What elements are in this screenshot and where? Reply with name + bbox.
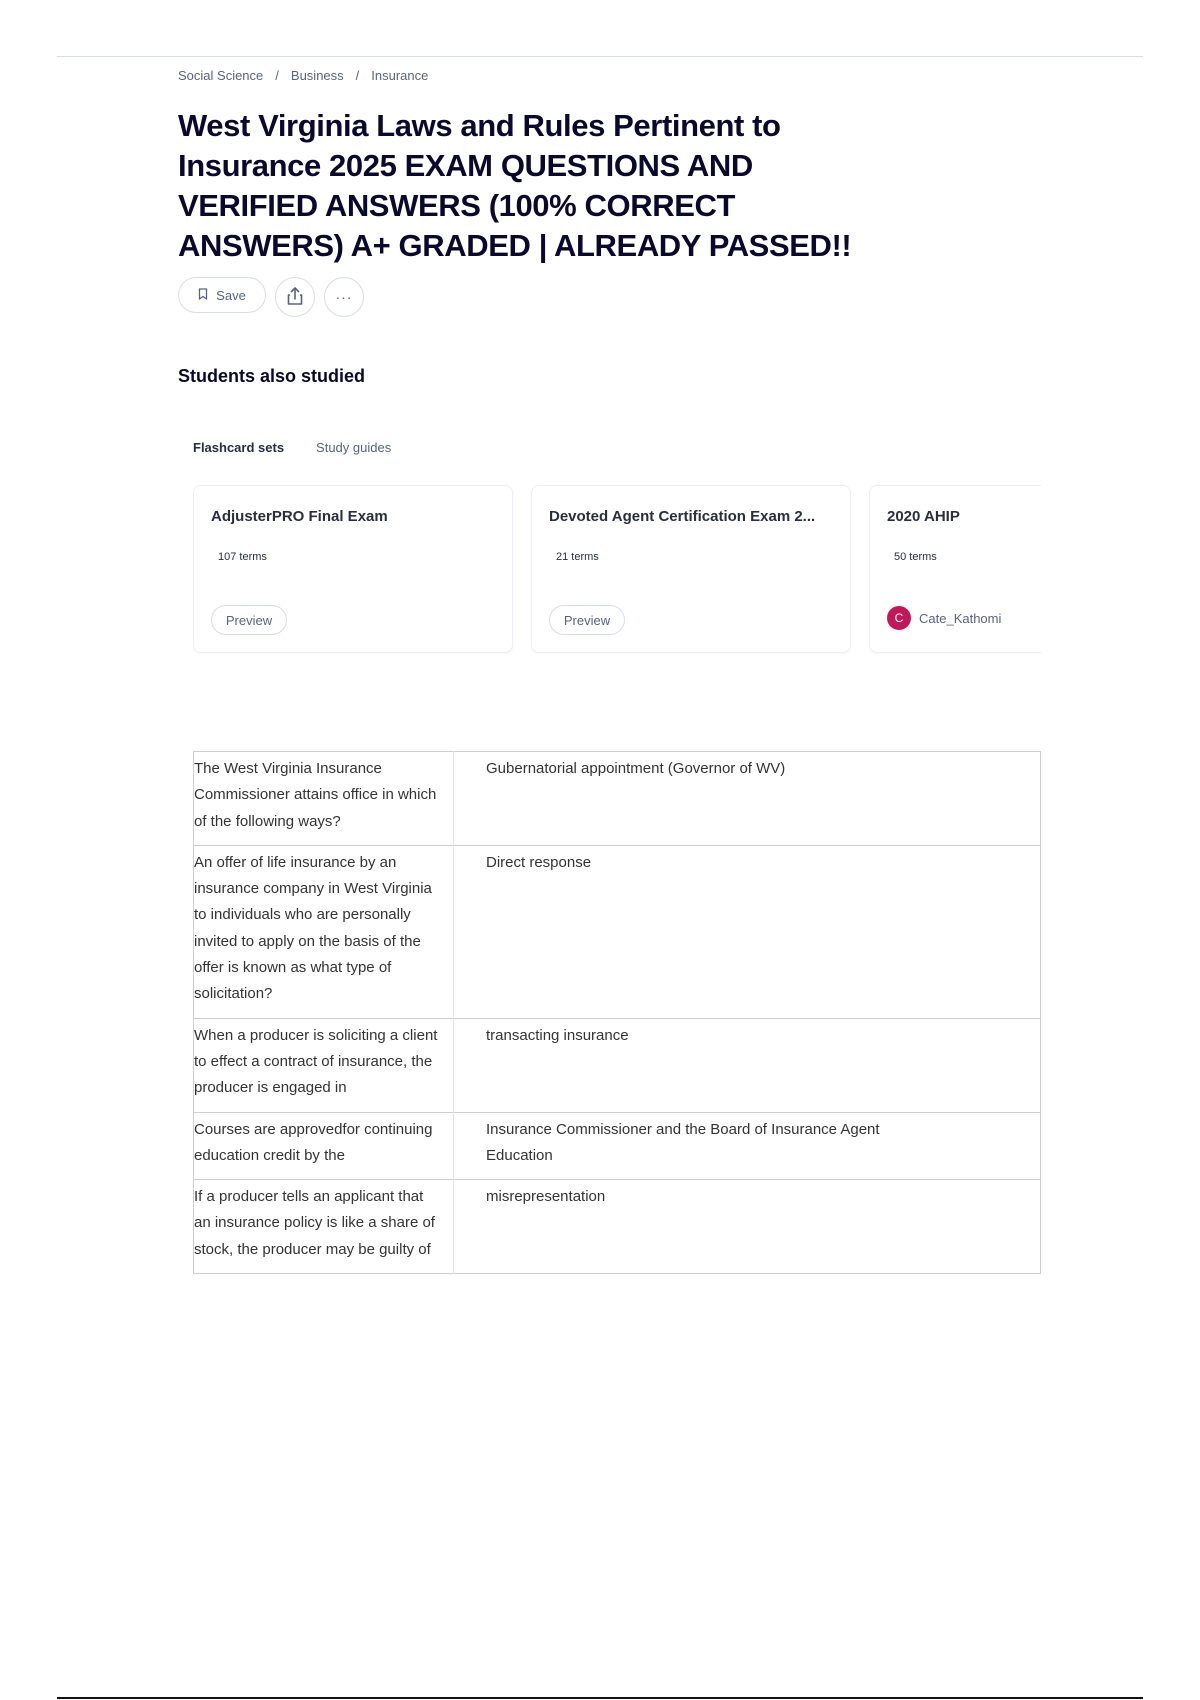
- tab-flashcard-sets[interactable]: Flashcard sets: [193, 440, 285, 455]
- action-bar: [178, 277, 364, 317]
- study-set-card[interactable]: [193, 485, 513, 653]
- card-author[interactable]: [887, 606, 1001, 630]
- answer-cell: Gubernatorial appointment (Governor of WV): [486, 760, 786, 777]
- answer-cell: misrepresentation: [454, 1180, 1041, 1274]
- table-row: [194, 1180, 1041, 1274]
- save-button[interactable]: [178, 277, 266, 313]
- question-cell: An offer of life insurance by an insurance company in West Virginia to individuals who are personally invited to apply on the basis of the offer is known as what type of solicitation?: [194, 845, 454, 1018]
- card-title: 2020 AHIP: [887, 508, 960, 525]
- share-icon: [286, 286, 304, 309]
- answer-cell: Insurance Commissioner and the Board of Insurance Agent Education: [454, 1112, 1041, 1180]
- author-name: Cate_Kathomi: [919, 610, 1002, 626]
- preview-button[interactable]: Preview: [211, 605, 287, 635]
- share-button[interactable]: [275, 277, 315, 317]
- bookmark-icon: [198, 288, 208, 303]
- breadcrumb-separator: /: [275, 68, 279, 83]
- study-set-card[interactable]: [869, 485, 1041, 653]
- more-options-button[interactable]: [324, 277, 364, 317]
- more-icon: ···: [335, 289, 353, 305]
- answer-cell: Direct response: [454, 845, 1041, 1018]
- save-label: Save: [216, 287, 246, 303]
- breadcrumb-separator: /: [355, 68, 360, 83]
- breadcrumb-business[interactable]: Business: [290, 68, 344, 83]
- table-row: [194, 1112, 1041, 1180]
- card-title: AdjusterPRO Final Exam: [211, 508, 388, 525]
- card-terms-count: 50 terms: [894, 551, 937, 563]
- breadcrumb-social-science[interactable]: Social Science: [178, 68, 264, 83]
- breadcrumb-insurance[interactable]: Insurance: [371, 68, 429, 83]
- bottom-divider: [57, 1697, 1143, 1699]
- study-set-carousel: [193, 485, 1041, 657]
- study-set-card[interactable]: [531, 485, 851, 653]
- table-row: [194, 1018, 1041, 1112]
- card-terms-count: 107 terms: [218, 551, 267, 563]
- students-also-studied-heading: Students also studied: [178, 366, 366, 386]
- card-terms-count: 21 terms: [556, 551, 599, 563]
- study-tabs: [193, 440, 391, 455]
- question-cell: If a producer tells an applicant that an insurance policy is like a share of stock, the producer may be guilty of: [194, 1180, 454, 1274]
- question-cell: Courses are approvedfor continuing education credit by the: [194, 1112, 454, 1180]
- question-cell: When a producer is soliciting a client to effect a contract of insurance, the producer is engaged in: [194, 1018, 454, 1112]
- preview-button[interactable]: Preview: [549, 605, 625, 635]
- question-cell: The West Virginia Insurance Commissioner attains office in which of the following ways?: [194, 752, 454, 846]
- top-divider: [57, 56, 1143, 57]
- breadcrumb: [178, 68, 428, 83]
- card-title: Devoted Agent Certification Exam 2...: [549, 508, 816, 525]
- avatar: C: [887, 606, 911, 630]
- table-row: [194, 845, 1041, 1018]
- qa-table: [193, 751, 1041, 1274]
- table-row: [194, 752, 1041, 846]
- page-title: West Virginia Laws and Rules Pertinent to Insurance 2025 EXAM QUESTIONS AND VERIFIED ANSWERS (100% CORRECT ANSWERS) A+ GRADED | ALREADY PASSED!!: [178, 108, 852, 263]
- answer-cell: transacting insurance: [454, 1018, 1041, 1112]
- tab-study-guides[interactable]: Study guides: [316, 440, 392, 455]
